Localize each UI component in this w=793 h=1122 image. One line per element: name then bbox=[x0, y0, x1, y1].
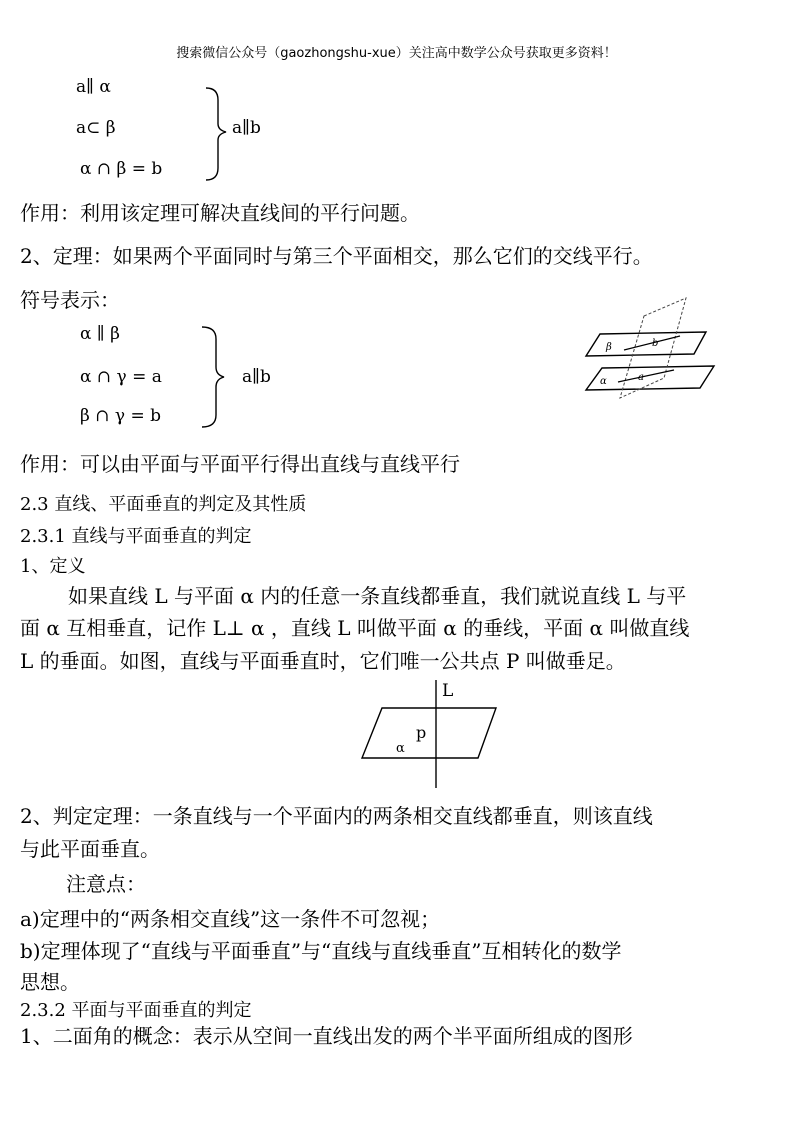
dihedral-angle-definition: 1、二面角的概念：表示从空间一直线出发的两个半平面所组成的图形 bbox=[20, 1024, 633, 1048]
judgment-theorem-line-2: 与此平面垂直。 bbox=[20, 837, 160, 861]
block2-brace bbox=[200, 325, 230, 431]
block1-line-1: a∥ α bbox=[76, 77, 111, 97]
figure2-label-L: L bbox=[442, 681, 454, 701]
figure1-label-a: a bbox=[638, 372, 644, 383]
note-b-line-1: b)定理体现了“直线与平面垂直”与“直线与直线垂直”互相转化的数学 bbox=[20, 939, 622, 963]
perpendicular-figure bbox=[358, 680, 508, 790]
block2-result: a∥b bbox=[242, 367, 271, 387]
symbol-label: 符号表示： bbox=[20, 288, 120, 312]
definition-line-3: L 的垂面。如图，直线与平面垂直时，它们唯一公共点 P 叫做垂足。 bbox=[20, 649, 626, 673]
block1-result: a∥b bbox=[232, 118, 261, 138]
figure1-label-beta: β bbox=[606, 342, 612, 353]
block1-brace bbox=[204, 86, 234, 186]
effect1-text: 作用：利用该定理可解决直线间的平行问题。 bbox=[20, 201, 420, 225]
block2-line-3: β ∩ γ = b bbox=[80, 406, 161, 426]
figure1-label-b: b bbox=[652, 338, 659, 349]
note-a: a)定理中的“两条相交直线”这一条件不可忽视； bbox=[20, 907, 441, 931]
section-2-3-heading: 2.3 直线、平面垂直的判定及其性质 bbox=[20, 494, 307, 515]
definition-title: 1、定义 bbox=[20, 556, 86, 577]
effect2-text: 作用：可以由平面与平面平行得出直线与直线平行 bbox=[20, 452, 460, 476]
definition-line-1: 如果直线 L 与平面 α 内的任意一条直线都垂直，我们就说直线 L 与平 bbox=[68, 584, 687, 608]
page-header: 搜索微信公众号（gaozhongshu-xue）关注高中数学公众号获取更多资料！ bbox=[176, 46, 617, 61]
section-2-3-2-heading: 2.3.2 平面与平面垂直的判定 bbox=[20, 1000, 252, 1021]
notes-title: 注意点： bbox=[66, 872, 146, 896]
figure1-label-alpha: α bbox=[600, 376, 607, 387]
block2-line-1: α ∥ β bbox=[80, 324, 120, 344]
block1-line-3: α ∩ β = b bbox=[80, 159, 163, 179]
note-b-line-2: 思想。 bbox=[20, 970, 80, 994]
definition-line-2: 面 α 互相垂直，记作 L⊥ α ，直线 L 叫做平面 α 的垂线，平面 α 叫做直线 bbox=[20, 616, 690, 640]
block1-line-2: a⊂ β bbox=[76, 118, 116, 138]
section-2-3-1-heading: 2.3.1 直线与平面垂直的判定 bbox=[20, 526, 252, 547]
block2-line-2: α ∩ γ = a bbox=[80, 367, 162, 387]
parallel-planes-figure bbox=[582, 294, 722, 404]
figure2-label-alpha: α bbox=[396, 741, 405, 756]
judgment-theorem-line-1: 2、判定定理：一条直线与一个平面内的两条相交直线都垂直，则该直线 bbox=[20, 804, 653, 828]
theorem2-text: 2、定理：如果两个平面同时与第三个平面相交，那么它们的交线平行。 bbox=[20, 244, 653, 268]
figure2-label-p: p bbox=[416, 723, 427, 742]
